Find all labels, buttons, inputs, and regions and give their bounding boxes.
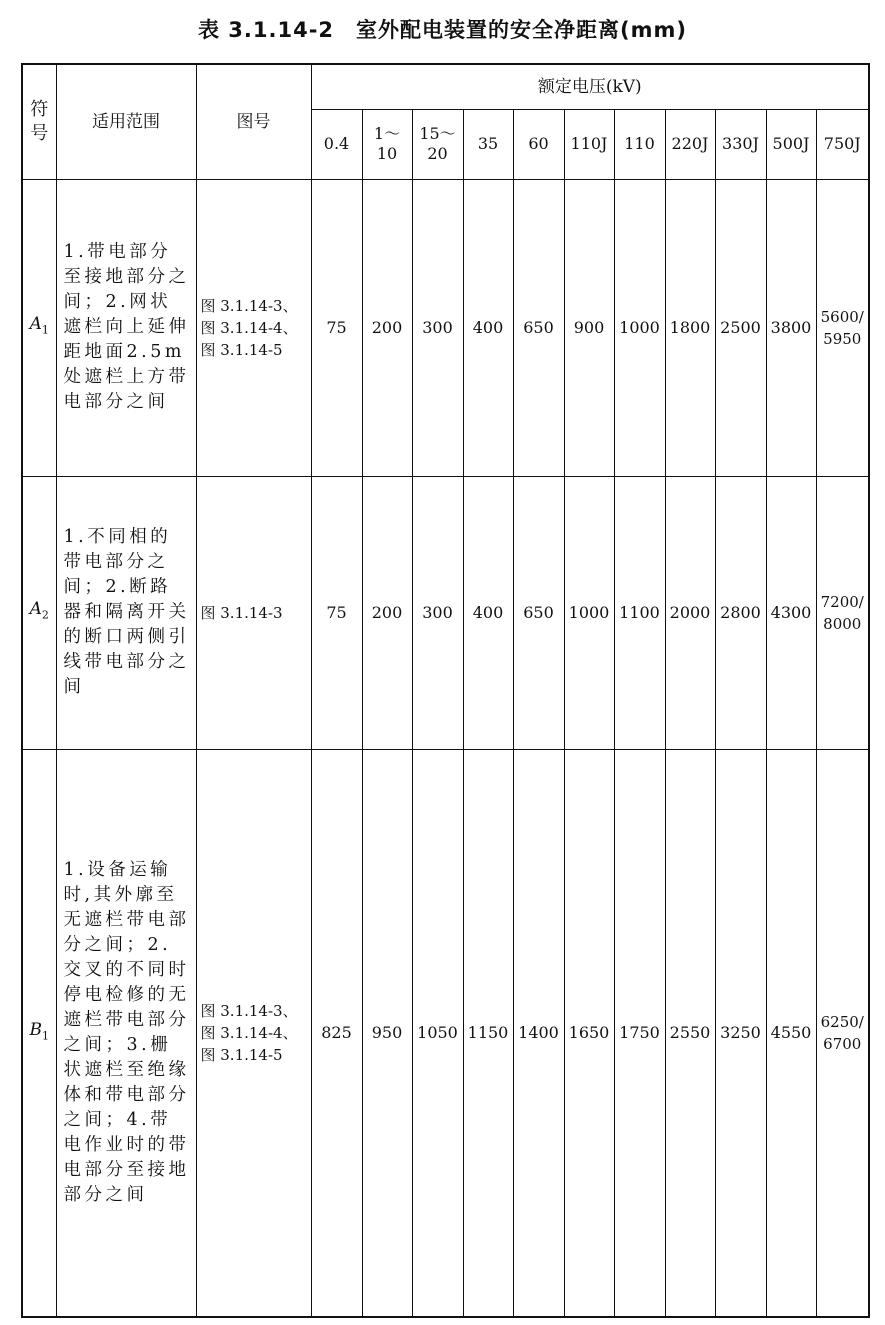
value-cell: 4550 (766, 749, 816, 1317)
voltage-header-0: 0.4 (311, 109, 362, 179)
scope-cell: 1.不同相的带电部分之间；2.断路器和隔离开关的断口两侧引线带电部分之间 (56, 476, 196, 749)
value-cell: 1650 (564, 749, 614, 1317)
value-cell: 200 (362, 179, 412, 476)
voltage-header-8: 330J (715, 109, 766, 179)
voltage-header-7: 220J (665, 109, 715, 179)
voltage-header-6: 110 (614, 109, 665, 179)
value-cell: 3800 (766, 179, 816, 476)
clearance-table (21, 63, 870, 1318)
figure-cell: 图 3.1.14-3、 图 3.1.14-4、 图 3.1.14-5 (196, 749, 311, 1317)
voltage-group-header: 额定电压(kV) (311, 64, 869, 109)
value-cell: 2800 (715, 476, 766, 749)
value-cell: 75 (311, 476, 362, 749)
symbol-cell: $B_1$ (22, 749, 56, 1317)
value-cell: 1000 (614, 179, 665, 476)
value-cell: 900 (564, 179, 614, 476)
scope-cell: 1.设备运输时,其外廓至无遮栏带电部分之间；2.交叉的不同时停电检修的无遮栏带电部分之间；3.栅状遮栏至绝缘体和带电部分之间；4.带电作业时的带电部分至接地部分之间 (56, 749, 196, 1317)
value-cell-750j: 7200/ 8000 (816, 476, 869, 749)
figure-cell: 图 3.1.14-3 (196, 476, 311, 749)
value-cell: 1400 (513, 749, 564, 1317)
table-title: 表 3.1.14-2 室外配电装置的安全净距离(mm) (198, 18, 687, 42)
figure-cell: 图 3.1.14-3、 图 3.1.14-4、 图 3.1.14-5 (196, 179, 311, 476)
value-cell-750j: 6250/ 6700 (816, 749, 869, 1317)
value-cell: 400 (463, 476, 513, 749)
scope-header: 适用范围 (56, 64, 196, 179)
table-row (22, 476, 869, 749)
value-cell: 2550 (665, 749, 715, 1317)
symbol-cell: $A_2$ (22, 476, 56, 749)
voltage-header-2: 15～ 20 (412, 109, 463, 179)
value-cell: 300 (412, 476, 463, 749)
value-cell: 300 (412, 179, 463, 476)
voltage-header-4: 60 (513, 109, 564, 179)
voltage-header-3: 35 (463, 109, 513, 179)
value-cell: 1000 (564, 476, 614, 749)
voltage-header-10: 750J (816, 109, 869, 179)
scope-cell: 1.带电部分至接地部分之间；2.网状遮栏向上延伸距地面2.5m处遮栏上方带电部分之间 (56, 179, 196, 476)
value-cell: 200 (362, 476, 412, 749)
value-cell: 400 (463, 179, 513, 476)
value-cell: 3250 (715, 749, 766, 1317)
value-cell: 950 (362, 749, 412, 1317)
value-cell: 2000 (665, 476, 715, 749)
value-cell: 2500 (715, 179, 766, 476)
value-cell: 1750 (614, 749, 665, 1317)
symbol-cell: $A_1$ (22, 179, 56, 476)
voltage-header-9: 500J (766, 109, 816, 179)
value-cell: 4300 (766, 476, 816, 749)
figure-header: 图号 (196, 64, 311, 179)
table-row (22, 179, 869, 476)
value-cell: 1050 (412, 749, 463, 1317)
value-cell: 650 (513, 476, 564, 749)
voltage-header-5: 110J (564, 109, 614, 179)
value-cell: 825 (311, 749, 362, 1317)
value-cell: 75 (311, 179, 362, 476)
table-row (22, 749, 869, 1317)
symbol-header: 符 号 (22, 64, 56, 179)
value-cell: 1150 (463, 749, 513, 1317)
voltage-header-1: 1～ 10 (362, 109, 412, 179)
value-cell-750j: 5600/ 5950 (816, 179, 869, 476)
value-cell: 1100 (614, 476, 665, 749)
value-cell: 650 (513, 179, 564, 476)
header-row-1 (22, 64, 869, 109)
value-cell: 1800 (665, 179, 715, 476)
